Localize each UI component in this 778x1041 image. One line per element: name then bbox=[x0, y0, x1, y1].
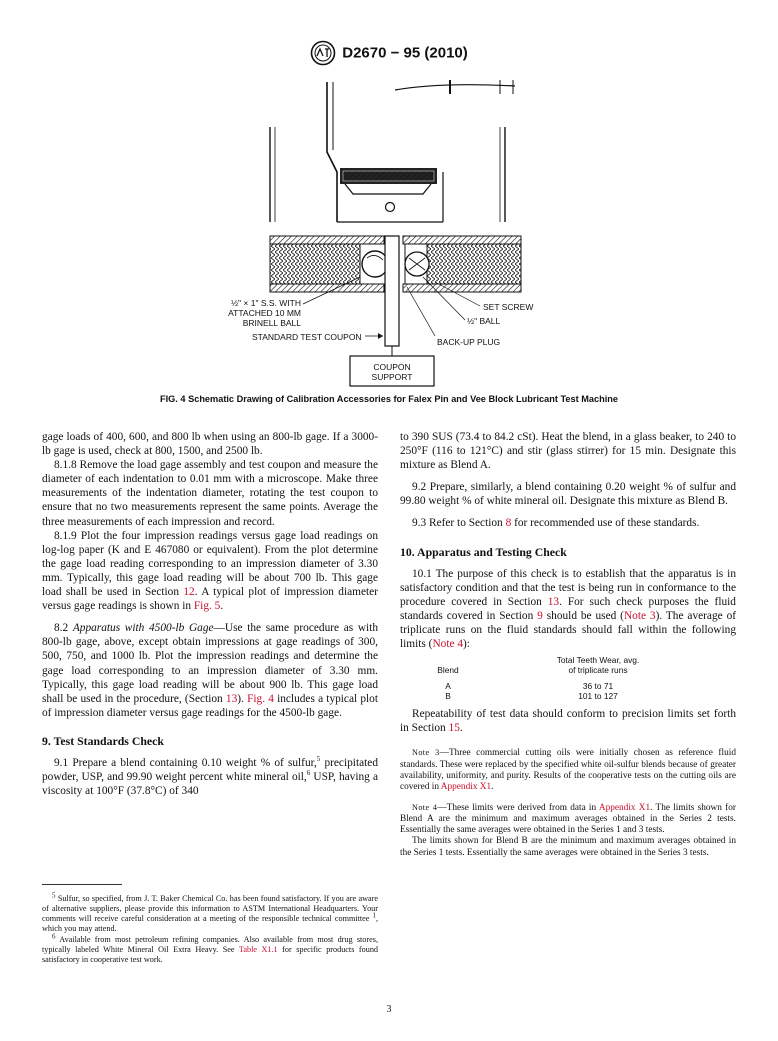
paragraph-10-1: 10.1 The purpose of this check is to establish that the apparatus is in satisfactory condition and that the test is being run in conformance to the procedure covered in Section 13. For such check purposes the fluid standards covered in Section 9 should be used (Note 3). The average of triplicate runs on the fluid standards should fall within the following limits (Note 4): bbox=[400, 567, 737, 651]
table-header-row bbox=[408, 655, 708, 675]
table-header-blend: Blend bbox=[437, 665, 459, 676]
paragraph-9-2: 9.2 Prepare, similarly, a blend containing 0.20 weight % of sulfur and 99.80 weight % of white mineral oil. Designate this mixture as Blend B. bbox=[400, 481, 736, 508]
document-designation: D2670 − 95 (2010) bbox=[342, 44, 468, 62]
label-coupon-support: COUPON SUPPORT bbox=[371, 362, 413, 382]
note-4: Note 4—These limits were derived from data in Appendix X1. The limits shown for Blend A are the minimum and maximum averages obtained in the Series 2 tests. Essentially the same averages were obtained in the Series 1 and 3 tests. bbox=[400, 802, 736, 836]
paragraph-8-1-9: 8.1.9 Plot the four impression readings versus gage load readings on log-log paper (K and E 467080 or equivalent). From the plot determine the gage load reading corresponding to an impression diameter of 3.30 mm. Typically, this gage load reading will be about 700 lb. This gage load shall be used in Section 12. A typical plot of impression diameter versus gage readings is shown in Fig. 5. bbox=[42, 529, 378, 613]
link-section-8[interactable]: 8 bbox=[505, 517, 512, 530]
astm-logo-icon bbox=[310, 40, 336, 66]
note-3: Note 3—Three commercial cutting oils were initially chosen as reference fluid standards. These were replaced by the specified white oil-sulfur blends because of greater availability, uniformity, and purity. Results of the cooperative tests on the cutting oils are covered in Appendix X1. bbox=[400, 748, 736, 793]
note-4-continued: The limits shown for Blend B are the minimum and maximum averages obtained in the Series 1 tests. Essentially the same averages were obtained in the Series 3 tests. bbox=[400, 836, 736, 858]
table-header-wear: Total Teeth Wear, avg. of triplicate runs bbox=[556, 655, 640, 676]
section-heading-10: 10. Apparatus and Testing Check bbox=[400, 544, 567, 559]
link-section-12[interactable]: 12 bbox=[183, 586, 195, 599]
figure-caption: FIG. 4 Schematic Drawing of Calibration Accessories for Falex Pin and Vee Block Lubricant Test Machine bbox=[160, 394, 618, 404]
link-section-9[interactable]: 9 bbox=[537, 609, 543, 622]
link-fig-4[interactable]: Fig. 4 bbox=[247, 692, 274, 705]
link-note-3[interactable]: Note 3 bbox=[623, 609, 656, 622]
link-section-15[interactable]: 15 bbox=[448, 722, 460, 735]
link-table-x1-1[interactable]: Table X1.1 bbox=[238, 945, 278, 955]
link-appendix-x1[interactable]: Appendix X1 bbox=[440, 782, 492, 793]
label-half-ball: ½" BALL bbox=[467, 316, 501, 326]
label-back-up-plug: BACK-UP PLUG bbox=[437, 337, 501, 347]
paragraph-repeatability: Repeatability of test data should conform to precision limits set forth in Section 15. bbox=[400, 708, 736, 735]
label-brinell-ball: ½" × 1" S.S. WITH ATTACHED 10 MM BRINELL BALL bbox=[228, 298, 301, 328]
paragraph-8-2: 8.2 Apparatus with 4500-lb Gage—Use the same procedure as with 800-lb gage, above, except obtain impressions at gage readings of 300, 500, 750, and 1000 lb. Plot the impression readings and determine the gage load corresponding to an impression diameter of 3.30 mm. Typically, this gage load reading will be about 900 lb. This gage load shall be used in the procedure, (Section 13). Fig. 4 includes a typical plot of impression diameter versus gage readings for the 4500-lb gage. bbox=[42, 622, 379, 719]
calibration-schematic bbox=[195, 72, 585, 392]
table-row: B 101 to 127 bbox=[445, 691, 618, 702]
paragraph-9-3: 9.3 Refer to Section 8 for recommended use of these standards. bbox=[412, 517, 700, 530]
paragraph-9-1: 9.1 Prepare a blend containing 0.10 weight % of sulfur,$^5$ precipitated powder, USP, and 99.90 weight percent white mineral oil,$^6$ USP, having a viscosity at 100°F (37.8°C) of 340 bbox=[42, 755, 378, 798]
paragraph-9-1-continued: to 390 SUS (73.4 to 84.2 cSt). Heat the blend, in a glass beaker, to 240 to 250°F (116 to 121°C) and stir (glass stirrer) for 15 min. Designate this mixture as Blend A. bbox=[400, 431, 736, 472]
footnote-rule bbox=[42, 884, 122, 885]
label-standard-test-coupon: STANDARD TEST COUPON bbox=[252, 332, 362, 342]
link-section-13[interactable]: 13 bbox=[225, 692, 238, 705]
table-row: A 36 to 71 bbox=[445, 681, 614, 692]
paragraph-8-1-8: 8.1.8 Remove the load gage assembly and test coupon and measure the diameter of each indentation to 0.01 mm with a microscope. Make three measurements of the indentation diameter, rotating the test coupon to ensure that no two measurements represent the same points. Average the three measurements of each impression and record. bbox=[42, 459, 378, 528]
footnote-5: $^5$ Sulfur, so specified, from J. T. Baker Chemical Co. has been found satisfactory. If you are aware of alternative suppliers, please provide this information to ASTM International Headquarters. Your comments will receive careful consideration at a meeting of the responsible technical committee $^1$, which you may attend. bbox=[42, 891, 378, 934]
link-note-4[interactable]: Note 4 bbox=[432, 638, 464, 651]
limits-table bbox=[408, 655, 708, 701]
left-column bbox=[42, 430, 378, 798]
figure-4-drawing bbox=[195, 72, 585, 392]
section-heading-9: 9. Test Standards Check bbox=[42, 733, 164, 748]
link-appendix-x1[interactable]: Appendix X1 bbox=[598, 802, 651, 813]
paragraph-gage-loads: gage loads of 400, 600, and 800 lb when using an 800-lb gage. If a 3000-lb gage is used, check at 800, 1500, and 2500 lb. bbox=[42, 431, 378, 458]
page-number: 3 bbox=[386, 1004, 392, 1015]
footnote-6: $^6$ Available from most petroleum refining companies. Also available from most drug stores, typically labeled White Mineral Oil Extra Heavy. See Table X1.1 for specific products found satisfactory in cooperative test work. bbox=[42, 932, 379, 965]
link-section-13[interactable]: 13 bbox=[547, 595, 560, 608]
link-fig-5[interactable]: Fig. 5 bbox=[193, 600, 221, 613]
right-column bbox=[400, 430, 736, 859]
label-set-screw: SET SCREW bbox=[483, 302, 534, 312]
page-header bbox=[0, 40, 778, 66]
